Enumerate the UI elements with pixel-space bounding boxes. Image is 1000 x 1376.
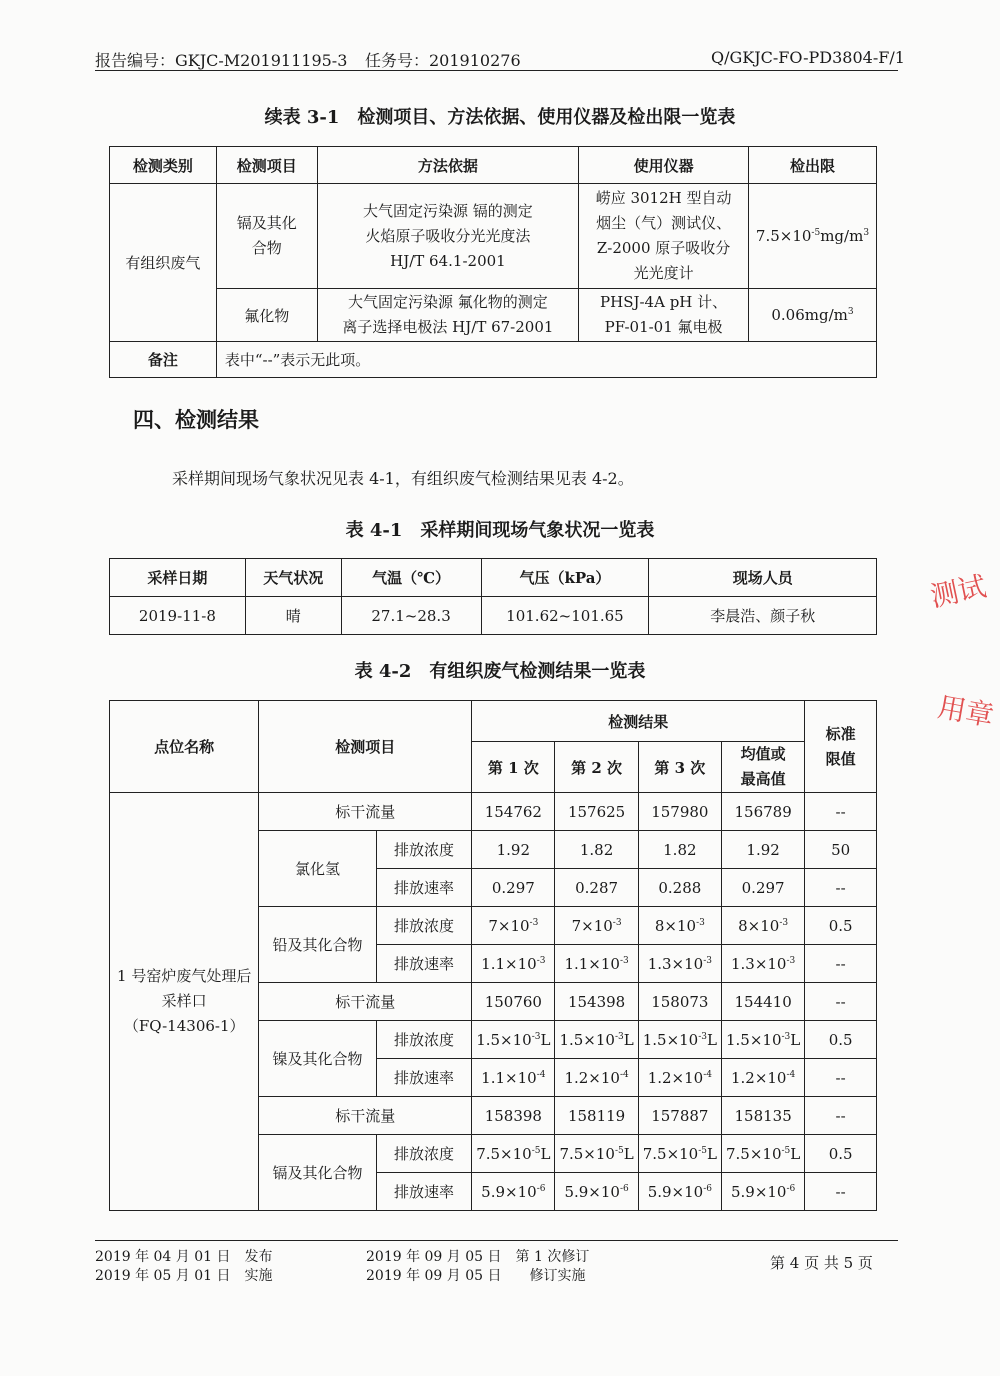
cell: 157625 <box>555 793 638 831</box>
stamp-fragment-top: 测试 <box>927 569 990 614</box>
cell: 156789 <box>721 793 804 831</box>
footer-revision: 2019 年 09 月 05 日 第 1 次修订 <box>366 1249 590 1265</box>
t42-point-name: 1 号窑炉废气处理后 采样口 （FQ-14306-1） <box>110 793 259 1211</box>
cell: $5.9\times 10^{-6}$ <box>638 1173 721 1211</box>
cell: 1.92 <box>721 831 804 869</box>
table-4-2-title: 表 4-2 有组织废气检测结果一览表 <box>354 661 646 682</box>
t42-header-run1: 第 1 次 <box>472 742 555 793</box>
cell: $1.2\times 10^{-4}$ <box>638 1059 721 1097</box>
report-number: 报告编号：GKJC-M201911195-3 <box>95 51 348 70</box>
footer-implement: 2019 年 05 月 01 日 实施 <box>95 1268 273 1284</box>
cell: 158119 <box>555 1097 638 1135</box>
footer-revision-implement: 2019 年 09 月 05 日 修订实施 <box>366 1268 586 1284</box>
t42-header-item: 检测项目 <box>259 701 472 793</box>
cell: 150760 <box>472 983 555 1021</box>
cell: 0.287 <box>555 869 638 907</box>
t41-weather: 晴 <box>245 597 341 635</box>
t31-limit-cd: $7.5\times 10^{-5}mg/m^3$ <box>748 184 876 289</box>
t31-item-f: 氟化物 <box>216 289 317 342</box>
cell: 0.5 <box>805 907 877 945</box>
t31-header-item: 检测项目 <box>216 147 317 184</box>
cell: $5.9\times 10^{-6}$ <box>721 1173 804 1211</box>
form-code: Q/GKJC-FO-PD3804-F/1 <box>711 48 905 67</box>
footer-publish: 2019 年 04 月 01 日 发布 <box>95 1249 273 1265</box>
cell: 0.5 <box>805 1135 877 1173</box>
t42-header-point: 点位名称 <box>110 701 259 793</box>
t41-header-staff: 现场人员 <box>649 559 877 597</box>
t31-item-cd: 镉及其化 合物 <box>216 184 317 289</box>
t31-instrument-f: PHSJ-4A pH 计、 PF-01-01 氟电极 <box>579 289 749 342</box>
t41-header-temp: 气温（℃） <box>341 559 481 597</box>
table-row <box>110 793 877 831</box>
cell: 1.82 <box>555 831 638 869</box>
t42-ni-name: 镍及其化合物 <box>259 1021 376 1097</box>
t42-header-run3: 第 3 次 <box>638 742 721 793</box>
table-4-1 <box>109 558 877 635</box>
t42-flow-label: 标干流量 <box>259 1097 472 1135</box>
t41-staff: 李晨浩、颜子秋 <box>649 597 877 635</box>
cell: 0.297 <box>472 869 555 907</box>
section-4-heading: 四、检测结果 <box>133 407 259 432</box>
cell: -- <box>805 793 877 831</box>
cell: 158073 <box>638 983 721 1021</box>
cell: $7.5\times 10^{-5}L$ <box>721 1135 804 1173</box>
t31-limit-f: $0.06mg/m^3$ <box>748 289 876 342</box>
t31-header-method: 方法依据 <box>317 147 579 184</box>
cell: $5.9\times 10^{-6}$ <box>472 1173 555 1211</box>
t31-method-cd: 大气固定污染源 镉的测定 火焰原子吸收分光光度法 HJ/T 64.1-2001 <box>317 184 579 289</box>
t41-header-pressure: 气压（kPa） <box>481 559 649 597</box>
cell: $7\times 10^{-3}$ <box>472 907 555 945</box>
cell: $1.5\times 10^{-3}L$ <box>638 1021 721 1059</box>
cell: 0.5 <box>805 1021 877 1059</box>
t42-rate-label: 排放速率 <box>376 945 471 983</box>
t41-date: 2019-11-8 <box>110 597 246 635</box>
footer-page-number: 第 4 页 共 5 页 <box>770 1254 873 1272</box>
table-4-2 <box>109 700 877 1211</box>
t42-conc-label: 排放浓度 <box>376 1021 471 1059</box>
cell: $7\times 10^{-3}$ <box>555 907 638 945</box>
t42-conc-label: 排放浓度 <box>376 831 471 869</box>
t42-header-result: 检测结果 <box>472 701 805 742</box>
cell: -- <box>805 983 877 1021</box>
cell: 1.82 <box>638 831 721 869</box>
t42-pb-name: 铅及其化合物 <box>259 907 376 983</box>
t42-conc-label: 排放浓度 <box>376 1135 471 1173</box>
t42-rate-label: 排放速率 <box>376 869 471 907</box>
t31-category: 有组织废气 <box>110 184 217 342</box>
cell: 157980 <box>638 793 721 831</box>
t42-rate-label: 排放速率 <box>376 1173 471 1211</box>
t31-remark-text: 表中“--”表示无此项。 <box>216 342 876 378</box>
cell: 154762 <box>472 793 555 831</box>
t42-header-run2: 第 2 次 <box>555 742 638 793</box>
cell: -- <box>805 1059 877 1097</box>
cell: 158135 <box>721 1097 804 1135</box>
t41-pressure: 101.62~101.65 <box>481 597 649 635</box>
t31-header-limit: 检出限 <box>748 147 876 184</box>
cell: 157887 <box>638 1097 721 1135</box>
cell: $1.1\times 10^{-3}$ <box>555 945 638 983</box>
cell: $7.5\times 10^{-5}L$ <box>638 1135 721 1173</box>
cell: $8\times 10^{-3}$ <box>638 907 721 945</box>
t42-cd-name: 镉及其化合物 <box>259 1135 376 1211</box>
table-3-1 <box>109 146 877 378</box>
t31-method-f: 大气固定污染源 氟化物的测定 离子选择电极法 HJ/T 67-2001 <box>317 289 579 342</box>
t42-header-avg: 均值或 最高值 <box>721 742 804 793</box>
t42-hcl-name: 氯化氢 <box>259 831 376 907</box>
t31-instrument-cd: 崂应 3012H 型自动 烟尘（气）测试仪、 Z-2000 原子吸收分 光光度计 <box>579 184 749 289</box>
footer-rule <box>95 1240 898 1241</box>
cell: $1.5\times 10^{-3}L$ <box>555 1021 638 1059</box>
cell: 1.92 <box>472 831 555 869</box>
cell: 0.297 <box>721 869 804 907</box>
cell: $1.5\times 10^{-3}L$ <box>721 1021 804 1059</box>
cell: 0.288 <box>638 869 721 907</box>
t42-flow-label: 标干流量 <box>259 983 472 1021</box>
cell: $1.1\times 10^{-4}$ <box>472 1059 555 1097</box>
cell: -- <box>805 1173 877 1211</box>
cell: $7.5\times 10^{-5}L$ <box>472 1135 555 1173</box>
cell: 158398 <box>472 1097 555 1135</box>
cell: $8\times 10^{-3}$ <box>721 907 804 945</box>
table-3-1-title: 续表 3-1 检测项目、方法依据、使用仪器及检出限一览表 <box>264 107 736 128</box>
t31-header-category: 检测类别 <box>110 147 217 184</box>
t42-header-std: 标准 限值 <box>805 701 877 793</box>
cell: $5.9\times 10^{-6}$ <box>555 1173 638 1211</box>
t41-header-date: 采样日期 <box>110 559 246 597</box>
task-number: 任务号：201910276 <box>365 51 521 70</box>
cell: -- <box>805 945 877 983</box>
cell: 154398 <box>555 983 638 1021</box>
header-rule <box>95 70 898 71</box>
cell: 154410 <box>721 983 804 1021</box>
table-4-1-title: 表 4-1 采样期间现场气象状况一览表 <box>345 520 655 541</box>
cell: $1.3\times 10^{-3}$ <box>721 945 804 983</box>
t42-rate-label: 排放速率 <box>376 1059 471 1097</box>
section-4-intro: 采样期间现场气象状况见表 4-1，有组织废气检测结果见表 4-2。 <box>172 469 634 488</box>
t31-remark-label: 备注 <box>110 342 217 378</box>
cell: $7.5\times 10^{-5}L$ <box>555 1135 638 1173</box>
cell: -- <box>805 869 877 907</box>
cell: $1.1\times 10^{-3}$ <box>472 945 555 983</box>
cell: $1.2\times 10^{-4}$ <box>555 1059 638 1097</box>
t42-conc-label: 排放浓度 <box>376 907 471 945</box>
stamp-fragment-bottom: 用章 <box>935 690 997 733</box>
cell: -- <box>805 1097 877 1135</box>
cell: $1.2\times 10^{-4}$ <box>721 1059 804 1097</box>
cell: $1.5\times 10^{-3}L$ <box>472 1021 555 1059</box>
cell: 50 <box>805 831 877 869</box>
t42-flow-label: 标干流量 <box>259 793 472 831</box>
cell: $1.3\times 10^{-3}$ <box>638 945 721 983</box>
t31-header-instrument: 使用仪器 <box>579 147 749 184</box>
t41-header-weather: 天气状况 <box>245 559 341 597</box>
t41-temp: 27.1~28.3 <box>341 597 481 635</box>
